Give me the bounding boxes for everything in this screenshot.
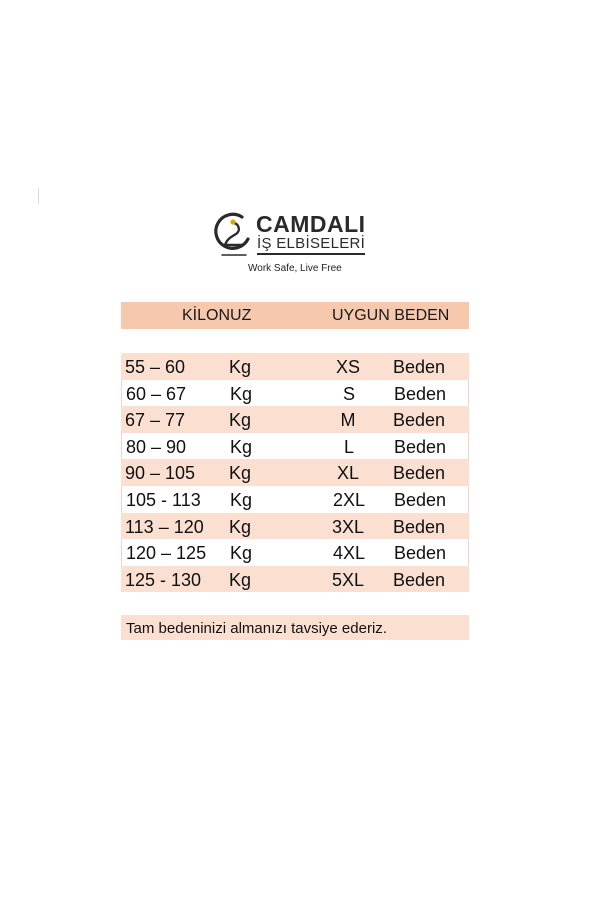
table-row bbox=[121, 353, 469, 380]
table-row bbox=[121, 459, 469, 486]
size-word: Beden bbox=[394, 383, 447, 404]
size-word: Beden bbox=[394, 489, 447, 510]
logo-brand: CAMDALI bbox=[256, 211, 366, 237]
size-word: Beden bbox=[393, 463, 446, 484]
weight-range: 67 – 77 bbox=[125, 410, 186, 431]
header-size: UYGUN BEDEN bbox=[332, 307, 450, 324]
logo-subtitle: İŞ ELBİSELERİ bbox=[257, 235, 366, 252]
weight-unit: Kg bbox=[229, 569, 252, 590]
size-word: Beden bbox=[393, 410, 446, 431]
weight-unit: Kg bbox=[230, 436, 253, 457]
size-word: Beden bbox=[394, 436, 447, 457]
weight-unit: Kg bbox=[230, 383, 253, 404]
weight-range: 55 – 60 bbox=[125, 357, 186, 377]
weight-range: 105 - 113 bbox=[126, 489, 201, 510]
header-weight: KİLONUZ bbox=[182, 307, 252, 324]
table-row bbox=[121, 513, 469, 540]
weight-range: 125 - 130 bbox=[125, 569, 202, 590]
weight-range: 90 – 105 bbox=[125, 463, 196, 484]
edge-mark bbox=[38, 188, 39, 204]
size-word: Beden bbox=[393, 357, 446, 377]
recommendation-note: Tam bedeninizi almanızı tavsiye ederiz. bbox=[126, 620, 387, 637]
table-row bbox=[121, 433, 469, 460]
table-row bbox=[121, 380, 469, 407]
size-code: L bbox=[343, 436, 354, 457]
weight-unit: Kg bbox=[229, 410, 252, 431]
weight-unit: Kg bbox=[230, 543, 253, 564]
table-row bbox=[121, 566, 469, 593]
weight-range: 113 – 120 bbox=[125, 516, 204, 537]
size-code: XS bbox=[335, 357, 360, 377]
size-code: 5XL bbox=[331, 569, 365, 590]
weight-unit: Kg bbox=[230, 489, 253, 510]
size-word: Beden bbox=[393, 569, 446, 590]
size-code: 4XL bbox=[332, 543, 366, 564]
note-band bbox=[121, 615, 469, 640]
size-word: Beden bbox=[394, 543, 447, 564]
weight-unit: Kg bbox=[229, 516, 252, 537]
table-row bbox=[121, 406, 469, 433]
table-row bbox=[121, 486, 469, 513]
weight-range: 80 – 90 bbox=[126, 436, 187, 457]
size-code: XL bbox=[336, 463, 360, 484]
table-header bbox=[121, 302, 469, 329]
hanger-icon bbox=[212, 209, 254, 259]
weight-range: 60 – 67 bbox=[126, 383, 187, 404]
weight-unit: Kg bbox=[229, 357, 252, 377]
weight-range: 120 – 125 bbox=[126, 543, 207, 564]
logo-underline bbox=[257, 253, 365, 255]
logo-tagline: Work Safe, Live Free bbox=[248, 263, 342, 274]
size-code: M bbox=[340, 410, 356, 431]
size-code: S bbox=[342, 383, 355, 404]
size-code: 2XL bbox=[332, 489, 366, 510]
table-row bbox=[121, 539, 469, 566]
size-word: Beden bbox=[393, 516, 446, 537]
weight-unit: Kg bbox=[229, 463, 252, 484]
size-table bbox=[121, 353, 469, 592]
size-code: 3XL bbox=[331, 516, 365, 537]
